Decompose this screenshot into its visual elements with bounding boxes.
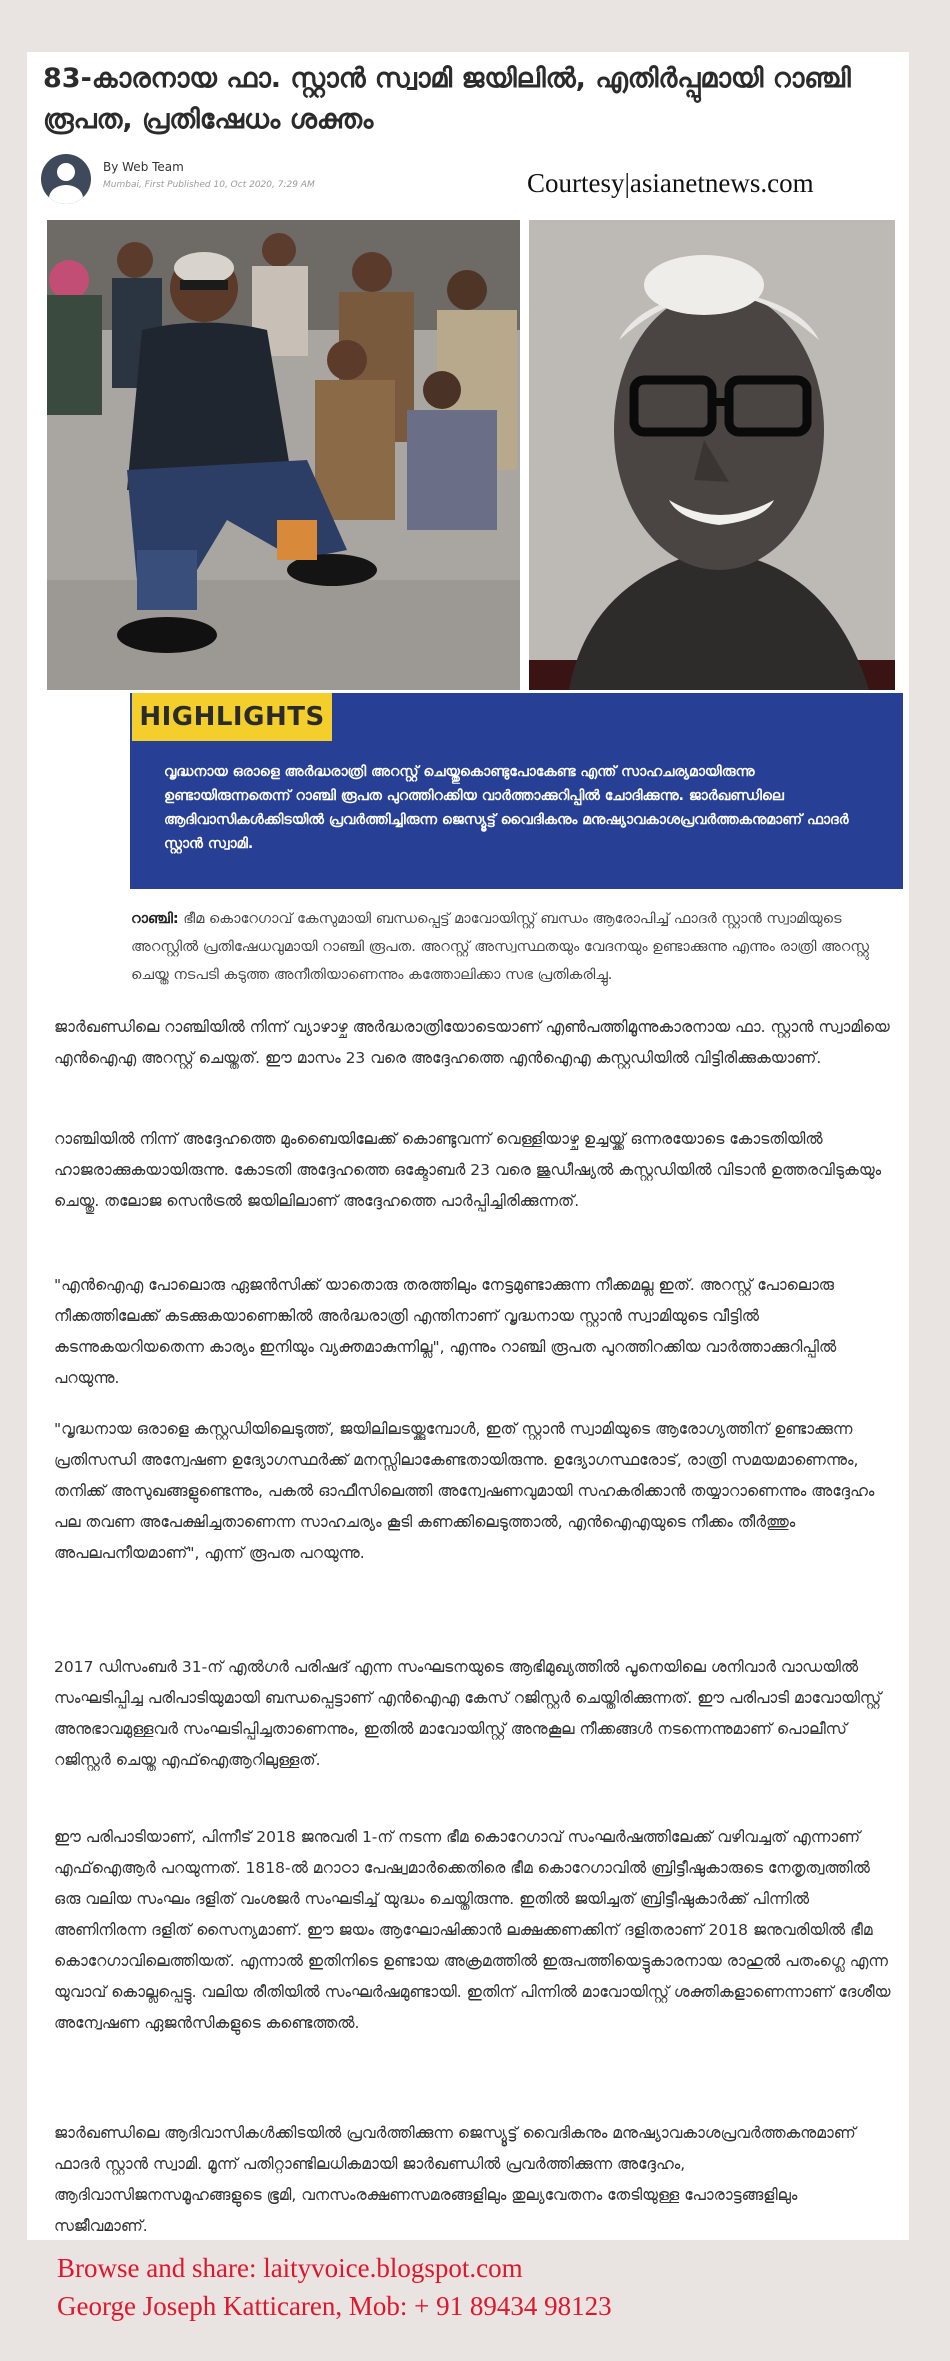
avatar-body-icon (49, 185, 83, 204)
article-card (27, 52, 909, 2240)
protest-photo (47, 220, 520, 690)
highlights-label: HIGHLIGHTS (132, 693, 332, 741)
footer-browse-link[interactable]: Browse and share: laityvoice.blogspot.com (57, 2253, 523, 2283)
avatar-head-icon (57, 163, 75, 181)
protest-photo-illustration (47, 220, 520, 690)
article-paragraph: ഈ പരിപാടിയാണ്, പിന്നീട് 2018 ജനുവരി 1-ന് നടന്ന ഭീമ കൊറേഗാവ് സംഘർഷത്തിലേക്ക് വഴിവച്ചത് എന്നാണ് എഫ്ഐആർ പറയുന്നത്. 1818-ൽ മറാഠാ പേഷ്വമാർക്കെതിരെ ഭീമ കൊറേഗാവിൽ ബ്രിട്ടീഷുകാരുടെ നേതൃത്വത്തിൽ ഒരു വലിയ സംഘം ദളിത് വംശജർ സംഘടിച്ച് യുദ്ധം ചെയ്തിരുന്നു. ഇതിൽ ജയിച്ചത് ബ്രിട്ടീഷുകാർക്ക് പിന്നിൽ അണിനിരന്ന ദളിത് സൈന്യമാണ്. ഈ ജയം ആഘോഷിക്കാൻ ലക്ഷക്കണക്കിന് ദളിതരാണ് 2018 ജനുവരിയിൽ ഭീമ കൊറേഗാവിലെത്തിയത്. എന്നാൽ ഇതിനിടെ ഉണ്ടായ അക്രമത്തിൽ ഇരുപത്തിയെട്ടുകാരനായ രാഹുൽ പതംഗ്ലെ എന്ന യുവാവ് കൊല്ലപ്പെട്ടു. വലിയ രീതിയിൽ സംഘർഷമുണ്ടായി. ഇതിന് പിന്നിൽ മാവോയിസ്റ്റ് ശക്തികളാണെന്നാണ് ദേശീയ അന്വേഷണ ഏജൻസികളുടെ കണ്ടെത്തൽ. (54, 1828, 891, 2032)
article-paragraph: ജാർഖണ്ഡിലെ റാഞ്ചിയിൽ നിന്ന് വ്യാഴാഴ്ച അർദ്ധരാത്രിയോടെയാണ് എൺപത്തിമൂന്നുകാരനായ ഫാ. സ്റ്റാൻ സ്വാമിയെ എൻഐഎ അറസ്റ്റ് ചെയ്തത്. ഈ മാസം 23 വരെ അദ്ദേഹത്തെ എൻഐഎ കസ്റ്റഡിയിൽ വിട്ടിരിക്കുകയാണ്. (54, 1018, 890, 1067)
highlights-text: വൃദ്ധനായ ഒരാളെ അർദ്ധരാത്രി അറസ്റ്റ് ചെയ്തുകൊണ്ടുപോകേണ്ട എന്ത് സാഹചര്യമായിരുന്നു ഉണ്ടായിരുന്നതെന്ന് റാഞ്ചി രൂപത പുറത്തിറക്കിയ വാർത്താക്കുറിപ്പിൽ ചോദിക്കുന്നു. ജാർഖണ്ഡിലെ ആദിവാസികൾക്കിടയിൽ പ്രവർത്തിച്ചിരുന്ന ജെസ്യൂട്ട് വൈദികനും മനുഷ്യാവകാശപ്രവർത്തകനുമാണ് ഫാദർ സ്റ്റാൻ സ്വാമി. (164, 764, 849, 852)
article-paragraph: "വൃദ്ധനായ ഒരാളെ കസ്റ്റഡിയിലെടുത്ത്, ജയിലിലടയ്ക്കുമ്പോൾ, ഇത് സ്റ്റാൻ സ്വാമിയുടെ ആരോഗ്യത്തിന് ഉണ്ടാക്കുന്ന പ്രതിസന്ധി അന്വേഷണ ഉദ്യോഗസ്ഥർക്ക് മനസ്സിലാകേണ്ടതായിരുന്നു. ഉദ്യോഗസ്ഥരോട്, രാത്രി സമയമാണെന്നും, തനിക്ക് അസുഖങ്ങളുണ്ടെന്നും, പകൽ ഓഫീസിലെത്തി അന്വേഷണവുമായി സഹകരിക്കാൻ തയ്യാറാണെന്നും അദ്ദേഹം പല തവണ അപേക്ഷിച്ചതാണെന്ന സാഹചര്യം കൂടി കണക്കിലെടുത്താൽ, എൻഐഎയുടെ നീക്കം തീർത്തും അപലപനീയമാണ്", എന്ന് രൂപത പറയുന്നു. (54, 1420, 875, 1562)
dateline: റാഞ്ചി: (131, 911, 179, 927)
author-name[interactable]: By Web Team (103, 160, 184, 174)
article-headline: 83-കാരനായ ഫാ. സ്റ്റാൻ സ്വാമി ജയിലിൽ, എതിർപ്പുമായി റാഞ്ചി രൂപത, പ്രതിഷേധം ശക്തം (43, 63, 851, 135)
portrait-photo-illustration (529, 220, 895, 690)
article-paragraph: "എൻഐഎ പോലൊരു ഏജൻസിക്ക് യാതൊരു തരത്തിലും നേട്ടമുണ്ടാക്കുന്ന നീക്കമല്ല ഇത്. അറസ്റ്റ് പോലൊരു നീക്കത്തിലേക്ക് കടക്കുകയാണെങ്കിൽ അർദ്ധരാത്രി എന്തിനാണ് വൃദ്ധനായ സ്റ്റാൻ സ്വാമിയുടെ വീട്ടിൽ കടന്നുകയറിയതെന്ന കാര്യം ഇനിയും വ്യക്തമാകുന്നില്ല", എന്നും റാഞ്ചി രൂപത പുറത്തിറക്കിയ വാർത്താക്കുറിപ്പിൽ പറയുന്നു. (54, 1276, 837, 1387)
footer-contact: George Joseph Katticaren, Mob: + 91 89434 98123 (57, 2291, 612, 2321)
author-avatar[interactable] (41, 154, 91, 204)
published-date: Mumbai, First Published 10, Oct 2020, 7:29 AM (103, 180, 315, 190)
portrait-photo (529, 220, 895, 690)
source-credit: Courtesy|asianetnews.com (527, 168, 814, 198)
article-paragraph: റാഞ്ചിയിൽ നിന്ന് അദ്ദേഹത്തെ മുംബൈയിലേക്ക് കൊണ്ടുവന്ന് വെള്ളിയാഴ്ച ഉച്ചയ്ക്ക് ഒന്നരയോടെ കോടതിയിൽ ഹാജരാക്കുകയായിരുന്നു. കോടതി അദ്ദേഹത്തെ ഒക്ടോബർ 23 വരെ ജുഡീഷ്യൽ കസ്റ്റഡിയിൽ വിടാൻ ഉത്തരവിടുകയും ചെയ്തു. തലോജ സെൻട്രൽ ജയിലിലാണ് അദ്ദേഹത്തെ പാർപ്പിച്ചിരിക്കുന്നത്. (54, 1130, 882, 1210)
intro-text: ഭീമ കൊറേഗാവ് കേസുമായി ബന്ധപ്പെട്ട് മാവോയിസ്റ്റ് ബന്ധം ആരോപിച്ച് ഫാദർ സ്റ്റാൻ സ്വാമിയുടെ അറസ്റ്റിൽ പ്രതിഷേധവുമായി റാഞ്ചി രൂപത. അറസ്റ്റ് അസ്വസ്ഥതയും വേദനയും ഉണ്ടാക്കുന്നു എന്നും രാത്രി അറസ്റ്റു ചെയ്ത നടപടി കടുത്ത അനീതിയാണെന്നും കത്തോലിക്കാ സഭ പ്രതികരിച്ചു. (131, 911, 869, 983)
article-paragraph: ജാർഖണ്ഡിലെ ആദിവാസികൾക്കിടയിൽ പ്രവർത്തിക്കുന്ന ജെസ്യൂട്ട് വൈദികനും മനുഷ്യാവകാശപ്രവർത്തകനുമാണ് ഫാദർ സ്റ്റാൻ സ്വാമി. മൂന്ന് പതിറ്റാണ്ടിലധികമായി ജാർഖണ്ഡിൽ പ്രവർത്തിക്കുന്ന അദ്ദേഹം, ആദിവാസിജനസമൂഹങ്ങളുടെ ഭൂമി, വനസംരക്ഷണസമരങ്ങളിലും തുല്യവേതനം തേടിയുള്ള പോരാട്ടങ്ങളിലും സജീവമാണ്. (54, 2124, 856, 2235)
byline (103, 160, 315, 190)
article-intro (131, 905, 901, 989)
article-paragraph: 2017 ഡിസംബർ 31-ന് എൽഗർ പരിഷദ് എന്ന സംഘടനയുടെ ആഭിമുഖ്യത്തിൽ പൂനെയിലെ ശനിവാർ വാഡയിൽ സംഘടിപ്പിച്ച പരിപാടിയുമായി ബന്ധപ്പെട്ടാണ് എൻഐഎ കേസ് റജിസ്റ്റർ ചെയ്തിരിക്കുന്നത്. ഈ പരിപാടി മാവോയിസ്റ്റ് അനുഭാവമുള്ളവർ സംഘടിപ്പിച്ചതാണെന്നും, ഇതിൽ മാവോയിസ്റ്റ് അനുകൂല നീക്കങ്ങൾ നടന്നെന്നുമാണ് പൊലീസ് റജിസ്റ്റർ ചെയ്ത എഫ്ഐആറിലുള്ളത്. (54, 1658, 882, 1769)
